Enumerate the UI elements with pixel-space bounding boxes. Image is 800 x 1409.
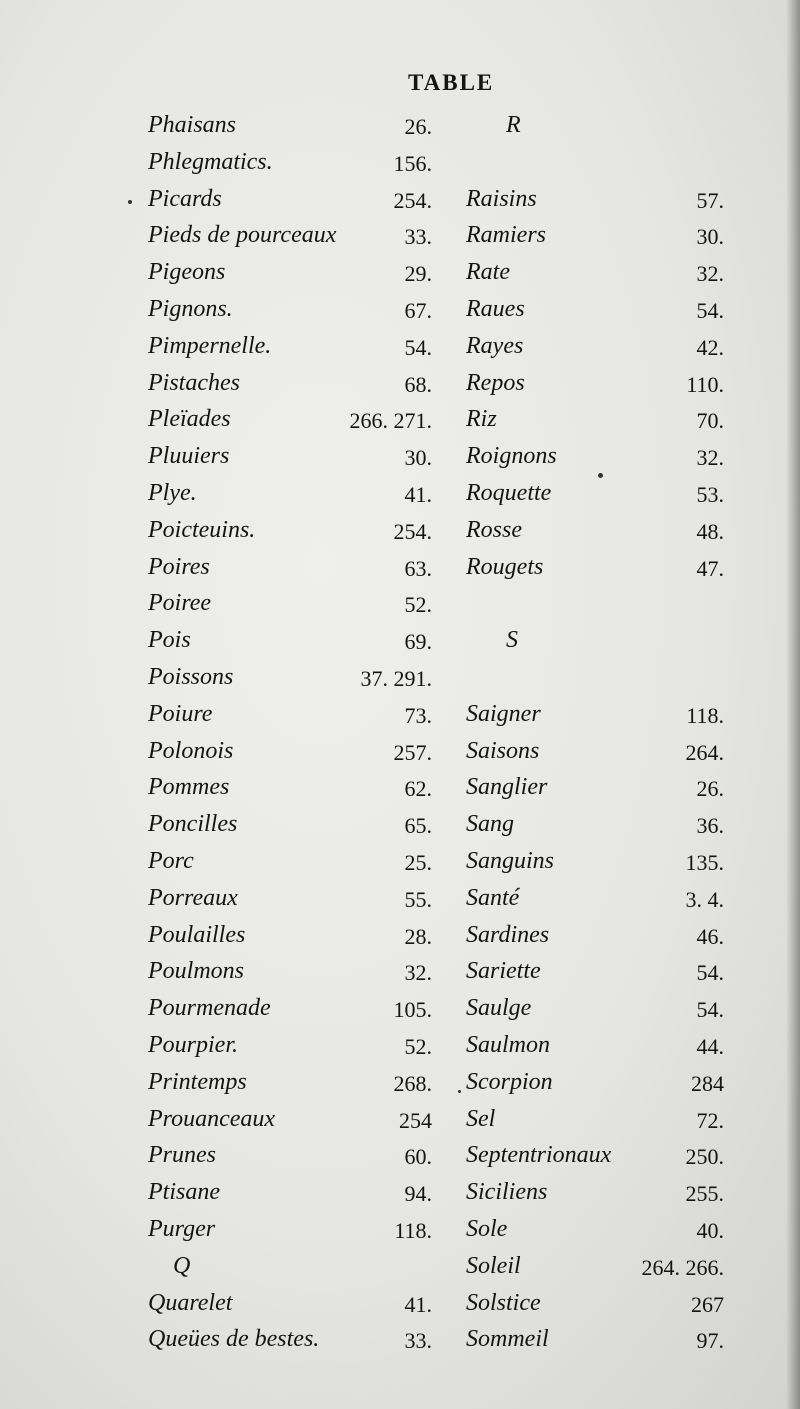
- right-entry-name: Saulge: [466, 995, 532, 1022]
- right-entry-page: 54.: [696, 997, 724, 1023]
- right-entry-name: Santé: [466, 884, 520, 911]
- left-entry-name: Pigeons: [148, 259, 226, 286]
- left-entry-name: Pignons.: [148, 296, 233, 322]
- left-entry-page: 25.: [404, 850, 432, 875]
- right-entry-name: Rougets: [466, 553, 544, 580]
- right-entry-name: Rate: [466, 259, 510, 286]
- left-entry-page: 254.: [393, 518, 432, 544]
- left-entry-name: Poiree: [148, 590, 212, 617]
- left-entry-name: Prunes: [148, 1142, 216, 1169]
- right-entry-page: 54.: [696, 298, 724, 323]
- left-entry-page: 94.: [404, 1181, 432, 1207]
- left-entry-page: 28.: [404, 923, 432, 949]
- left-entry-page: 105.: [393, 997, 432, 1023]
- right-entry-name: Sang: [466, 811, 514, 838]
- left-entry-name: Poncilles: [148, 811, 238, 838]
- right-entry-page: 97.: [696, 1328, 724, 1354]
- left-entry-page: 52.: [404, 1034, 432, 1059]
- left-entry-name: Printemps: [148, 1068, 247, 1095]
- left-entry-page: 254: [399, 1107, 432, 1133]
- right-entry-name: Raues: [466, 296, 525, 322]
- left-entry-page: 54.: [404, 334, 432, 360]
- left-entry-name: Phaisans: [148, 112, 237, 138]
- left-entry-name: Phlegmatics.: [148, 148, 273, 175]
- right-entry-name: Roquette: [466, 480, 552, 506]
- left-entry-name: Pluuiers: [148, 443, 230, 470]
- left-entry-name: Plye.: [148, 480, 197, 506]
- left-entry-name: Pimpernelle.: [148, 332, 272, 359]
- right-entry-page: 255.: [685, 1181, 724, 1207]
- left-entry-name: Poissons: [148, 664, 234, 690]
- left-entry-page: 73.: [404, 702, 432, 728]
- right-entry-name: Septentrionaux: [466, 1142, 612, 1169]
- right-entry-page: 36.: [696, 813, 724, 839]
- left-entry-page: 29.: [404, 261, 432, 287]
- left-letter-heading: Q: [173, 1252, 191, 1279]
- right-entry-name: Saisons: [466, 737, 540, 764]
- right-entry-name: Riz: [466, 406, 497, 433]
- left-entry-page: 60.: [404, 1144, 432, 1170]
- left-entry-name: Queües de bestes.: [148, 1326, 320, 1353]
- left-entry-name: Porreaux: [148, 884, 238, 911]
- left-entry-page: 33.: [404, 224, 432, 250]
- right-entry-name: Sariette: [466, 958, 541, 985]
- left-entry-name: Pourpier.: [148, 1032, 238, 1058]
- left-entry-page: 268.: [393, 1070, 432, 1096]
- right-entry-name: Ramiers: [466, 222, 546, 249]
- left-entry-page: 266. 271.: [349, 408, 432, 434]
- right-entry-page: 44.: [696, 1034, 724, 1059]
- left-entry-page: 33.: [404, 1328, 432, 1354]
- left-entry-page: 55.: [404, 886, 432, 912]
- left-entry-name: Picards: [148, 185, 222, 212]
- left-entry-name: Poulmons: [148, 958, 244, 985]
- right-entry-name: Sole: [466, 1216, 508, 1242]
- right-entry-name: Sommeil: [466, 1326, 549, 1353]
- left-entry-name: Pistaches: [148, 369, 240, 396]
- left-entry-name: Purger: [148, 1216, 216, 1242]
- right-entry-page: 40.: [696, 1218, 724, 1243]
- right-entry-name: Scorpion: [466, 1068, 553, 1095]
- right-entry-name: Roignons: [466, 443, 557, 470]
- right-entry-name: Saigner: [466, 700, 541, 727]
- left-entry-name: Poiure: [148, 700, 213, 727]
- right-entry-name: Sanglier: [466, 774, 548, 801]
- right-entry-name: Rayes: [466, 332, 524, 359]
- right-entry-page: 72.: [696, 1107, 724, 1133]
- right-entry-page: 264. 266.: [641, 1254, 724, 1280]
- left-entry-name: Prouanceaux: [148, 1105, 276, 1132]
- right-entry-page: 118.: [686, 702, 724, 728]
- right-entry-name: Sanguins: [466, 848, 555, 874]
- ink-speck: [128, 200, 132, 204]
- right-entry-name: Raisins: [466, 185, 537, 212]
- right-entry-page: 48.: [696, 518, 724, 544]
- left-entry-name: Poulailles: [148, 921, 246, 948]
- left-entry-page: 37. 291.: [360, 666, 432, 691]
- right-entry-name: Solstice: [466, 1289, 541, 1316]
- left-entry-page: 30.: [404, 445, 432, 471]
- left-entry-name: Quarelet: [148, 1289, 233, 1316]
- right-entry-name: Soleil: [466, 1252, 521, 1279]
- right-entry-name: Sel: [466, 1105, 496, 1132]
- right-entry-page: 47.: [696, 555, 724, 581]
- left-entry-name: Pieds de pourceaux: [148, 222, 337, 249]
- right-entry-name: Siciliens: [466, 1179, 548, 1206]
- right-entry-page: 32.: [696, 445, 724, 471]
- right-entry-page: 267: [691, 1291, 724, 1317]
- right-entry-name: Repos: [466, 369, 525, 396]
- right-entry-page: 57.: [696, 187, 724, 213]
- left-entry-name: Pleïades: [148, 406, 231, 433]
- left-entry-name: Pourmenade: [148, 995, 271, 1022]
- page-header: TABLE: [408, 70, 495, 95]
- right-entry-page: 32.: [696, 261, 724, 287]
- left-entry-page: 32.: [404, 960, 432, 986]
- left-entry-page: 68.: [404, 371, 432, 397]
- left-entry-name: Pommes: [148, 774, 230, 801]
- right-entry-name: Sardines: [466, 921, 550, 948]
- right-entry-page: 46.: [696, 923, 724, 949]
- left-entry-page: 52.: [404, 592, 432, 618]
- right-entry-page: 3. 4.: [685, 886, 724, 912]
- left-entry-name: Poicteuins.: [148, 516, 256, 543]
- left-entry-page: 62.: [404, 776, 432, 802]
- page-edge-shadow: [786, 0, 800, 1409]
- right-entry-page: 250.: [685, 1144, 724, 1170]
- left-entry-name: Polonois: [148, 737, 234, 764]
- right-entry-page: 54.: [696, 960, 724, 986]
- left-entry-name: Poires: [148, 553, 210, 580]
- left-entry-page: 26.: [404, 114, 432, 139]
- left-entry-page: 156.: [393, 150, 432, 176]
- right-entry-page: 26.: [696, 776, 724, 802]
- right-entry-page: 110.: [686, 371, 724, 397]
- ink-speck: [598, 473, 603, 478]
- left-entry-page: 254.: [393, 187, 432, 213]
- right-entry-page: 53.: [696, 482, 724, 507]
- right-entry-page: 42.: [696, 334, 724, 360]
- right-letter-heading: R: [506, 112, 521, 138]
- left-entry-page: 65.: [404, 813, 432, 839]
- left-entry-name: Pois: [148, 627, 191, 654]
- left-entry-page: 67.: [404, 298, 432, 323]
- right-entry-page: 264.: [685, 739, 724, 765]
- left-entry-page: 41.: [404, 1291, 432, 1317]
- left-entry-page: 69.: [404, 629, 432, 655]
- left-entry-page: 257.: [393, 739, 432, 765]
- left-entry-name: Ptisane: [148, 1179, 220, 1206]
- ink-speck: [458, 1090, 461, 1093]
- right-entry-page: 30.: [696, 224, 724, 250]
- left-entry-page: 41.: [404, 482, 432, 507]
- right-entry-page: 135.: [685, 850, 724, 875]
- right-entry-name: Saulmon: [466, 1032, 550, 1058]
- left-entry-page: 63.: [404, 555, 432, 581]
- left-entry-name: Porc: [148, 848, 194, 874]
- right-entry-name: Rosse: [466, 516, 522, 543]
- right-entry-page: 70.: [696, 408, 724, 434]
- right-entry-page: 284: [691, 1070, 724, 1096]
- right-letter-heading: S: [506, 627, 518, 654]
- left-entry-page: 118.: [394, 1218, 432, 1243]
